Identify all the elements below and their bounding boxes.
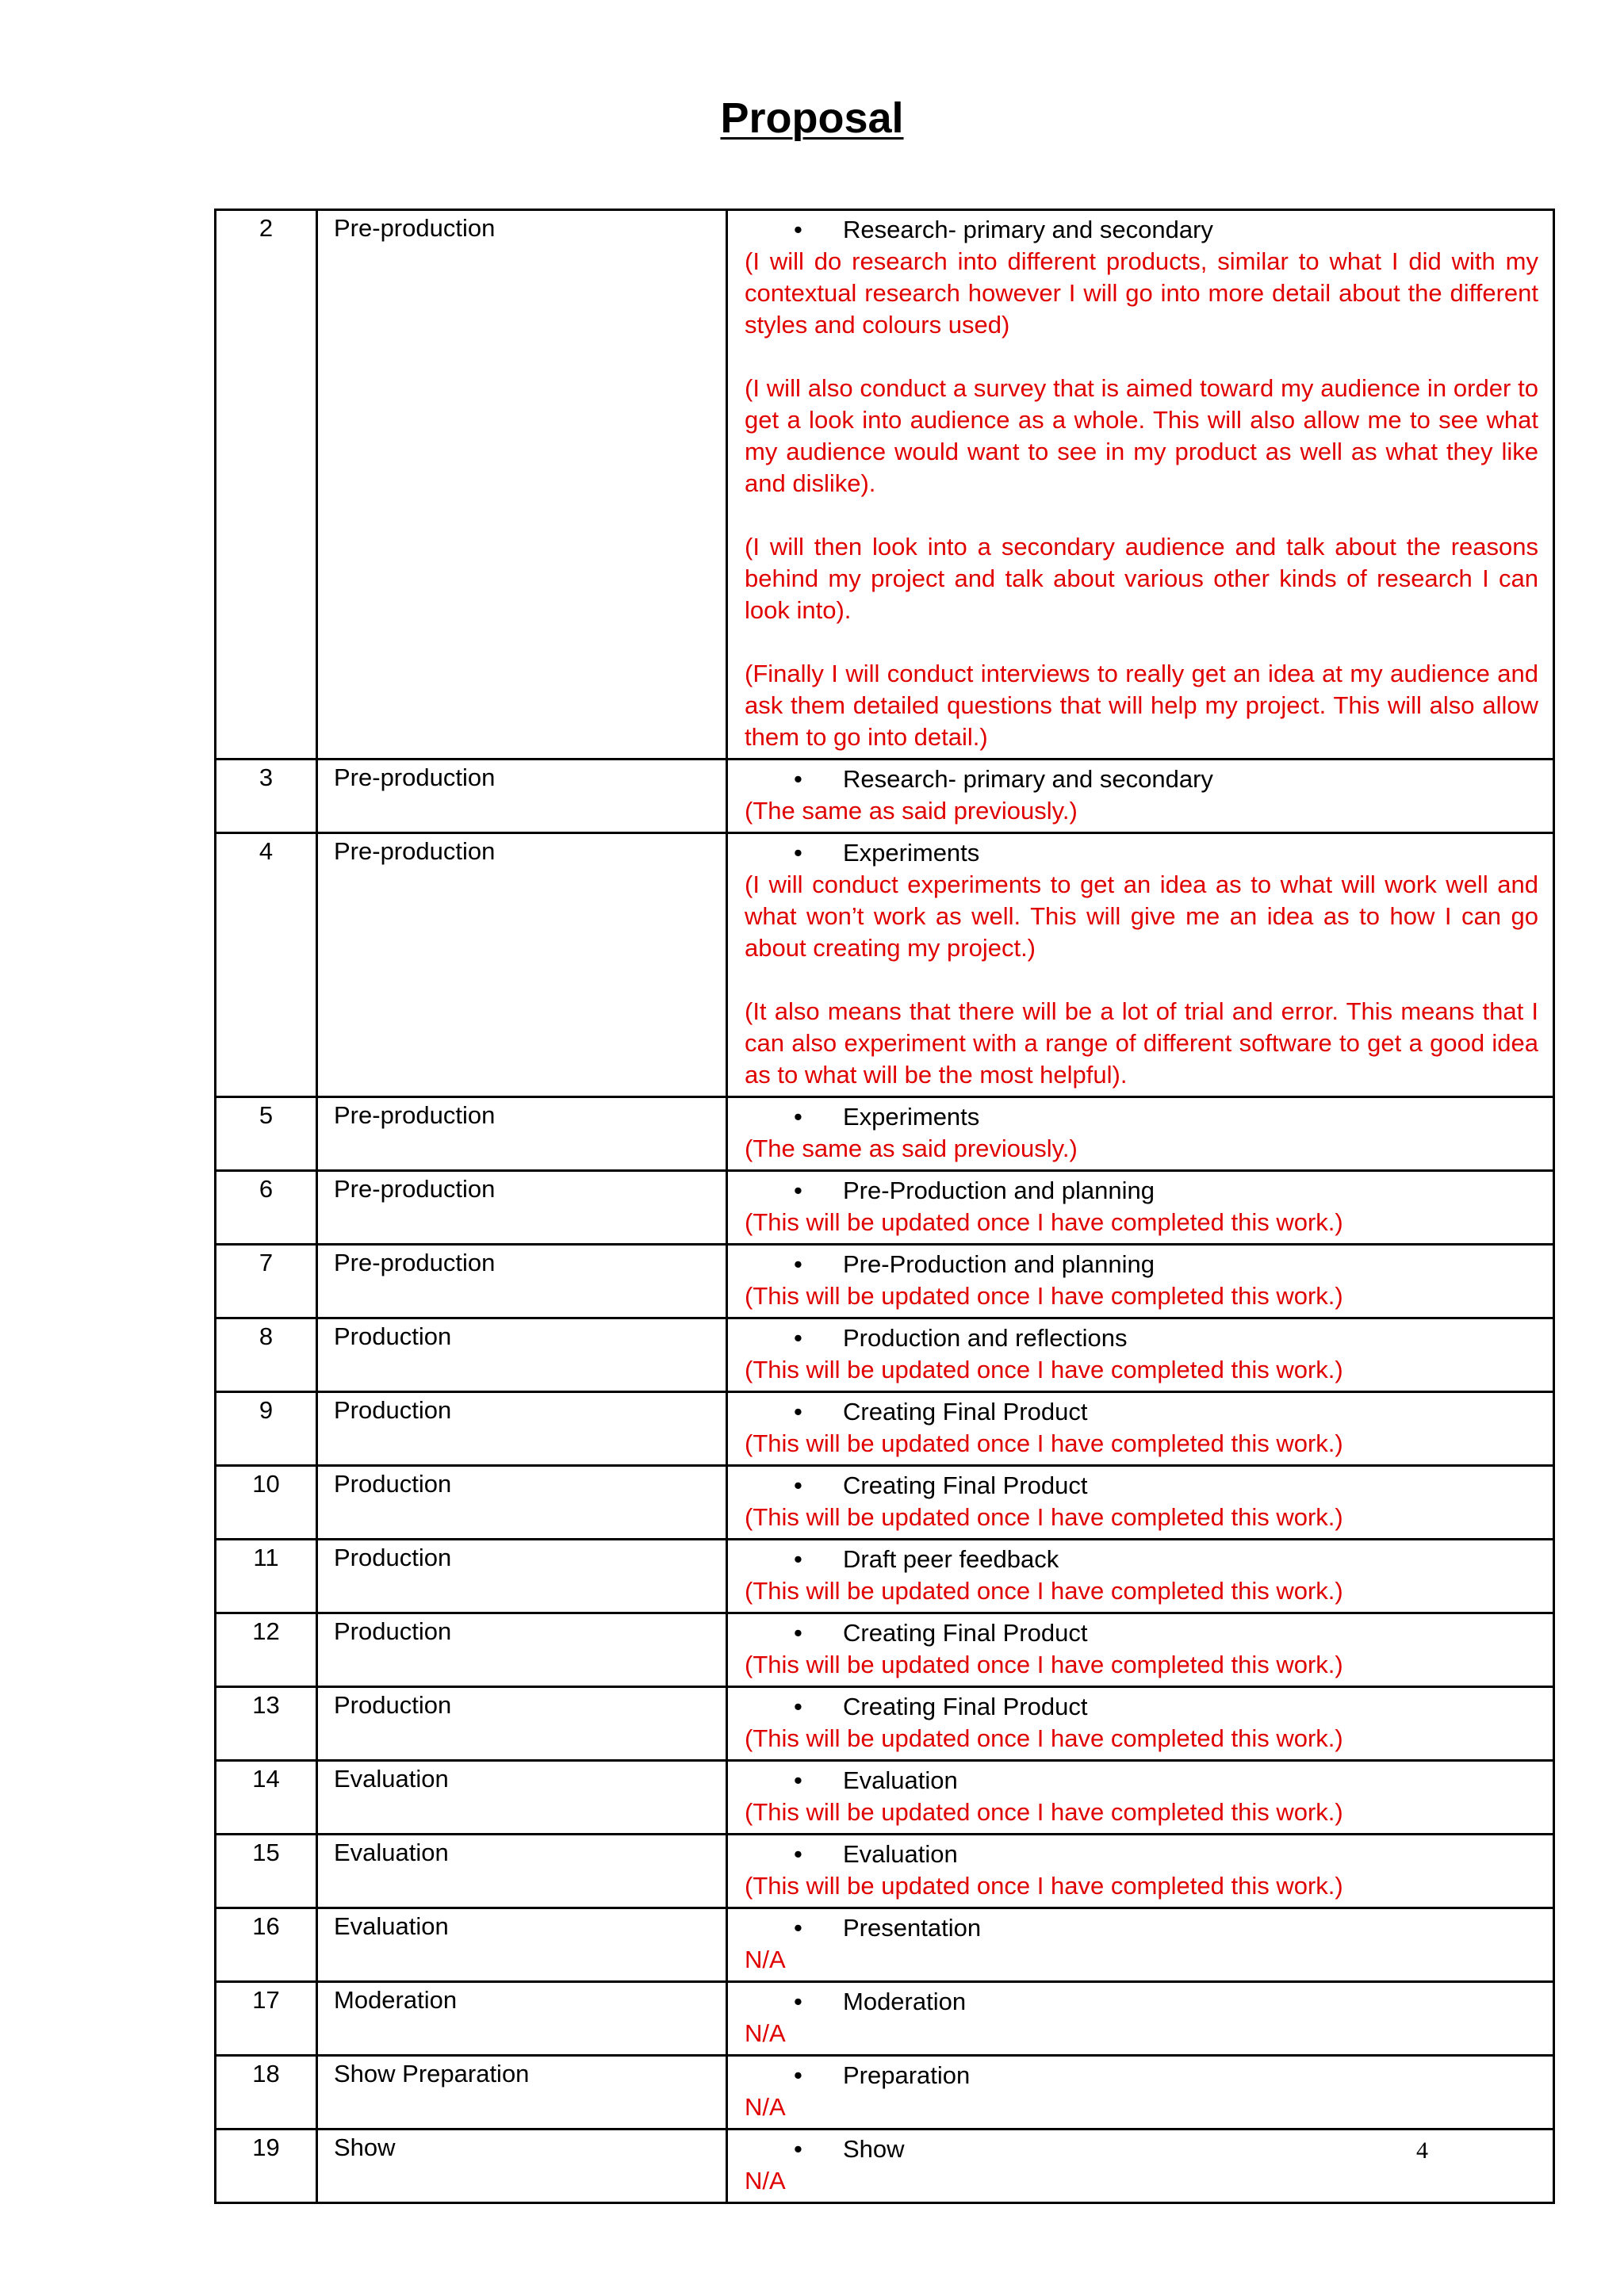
task-bullet (745, 1912, 1538, 1944)
description-cell (727, 1392, 1554, 1466)
task-label: Research- primary and secondary (843, 765, 1213, 793)
task-note: N/A (745, 2019, 786, 2047)
stage-cell: Production (317, 1392, 727, 1466)
stage-cell: Pre-production (317, 210, 727, 760)
table-row (216, 1392, 1554, 1466)
week-number-cell: 4 (216, 833, 317, 1097)
table-row (216, 1613, 1554, 1687)
task-note: (The same as said previously.) (745, 797, 1078, 825)
stage-cell: Pre-production (317, 833, 727, 1097)
page-number: 4 (1416, 2137, 1428, 2164)
table-row (216, 1171, 1554, 1245)
task-note: (This will be updated once I have completed this work.) (745, 1356, 1343, 1383)
description-cell (727, 833, 1554, 1097)
bullet-icon: • (794, 1398, 802, 1425)
task-label: Evaluation (843, 1766, 958, 1794)
table-row (216, 2056, 1554, 2130)
week-number-cell: 18 (216, 2056, 317, 2130)
table-row (216, 1982, 1554, 2056)
task-bullet (745, 2060, 1538, 2091)
task-label: Preparation (843, 2061, 971, 2089)
bullet-icon: • (794, 1914, 802, 1942)
description-cell (727, 1982, 1554, 2056)
stage-cell: Production (317, 1613, 727, 1687)
description-cell (727, 1613, 1554, 1687)
week-number-cell: 19 (216, 2130, 317, 2203)
week-number-cell: 7 (216, 1245, 317, 1318)
stage-cell: Pre-production (317, 1171, 727, 1245)
bullet-icon: • (794, 765, 802, 793)
bullet-icon: • (794, 1840, 802, 1868)
description-cell (727, 2130, 1554, 2203)
bullet-icon: • (794, 1693, 802, 1720)
week-number-cell: 6 (216, 1171, 317, 1245)
task-note: (The same as said previously.) (745, 1135, 1078, 1162)
bullet-icon: • (794, 1250, 802, 1278)
task-bullet (745, 1249, 1538, 1280)
proposal-table-body (216, 210, 1554, 2203)
stage-cell: Pre-production (317, 1097, 727, 1171)
proposal-table (214, 209, 1555, 2204)
task-note: (This will be updated once I have completed this work.) (745, 1429, 1343, 1457)
week-number-cell: 16 (216, 1908, 317, 1982)
task-note: (I will also conduct a survey that is aimed toward my audience in order to get a look into audience as a whole. This will also allow me to see what my audience would want to see in my product as well as what they like and dislike). (745, 374, 1538, 497)
table-row (216, 760, 1554, 833)
task-note: (This will be updated once I have completed this work.) (745, 1798, 1343, 1826)
bullet-icon: • (794, 1177, 802, 1204)
task-note: (This will be updated once I have completed this work.) (745, 1577, 1343, 1605)
bullet-icon: • (794, 216, 802, 243)
description-cell (727, 210, 1554, 760)
bullet-icon: • (794, 1545, 802, 1573)
task-bullet (745, 1396, 1538, 1428)
task-label: Pre-Production and planning (843, 1177, 1155, 1204)
task-note: (Finally I will conduct interviews to really get an idea at my audience and ask them detailed questions that will help my project. This will also allow them to go into detail.) (745, 660, 1538, 751)
week-number-cell: 11 (216, 1540, 317, 1613)
task-note: N/A (745, 2093, 786, 2121)
task-bullet (745, 1691, 1538, 1723)
task-note: (This will be updated once I have completed this work.) (745, 1503, 1343, 1531)
table-row (216, 1245, 1554, 1318)
stage-cell: Pre-production (317, 1245, 727, 1318)
task-bullet (745, 1839, 1538, 1870)
week-number-cell: 10 (216, 1466, 317, 1540)
task-bullet (745, 1986, 1538, 2018)
week-number-cell: 17 (216, 1982, 317, 2056)
task-label: Presentation (843, 1914, 982, 1942)
task-bullet (745, 1101, 1538, 1133)
table-row (216, 1908, 1554, 1982)
week-number-cell: 3 (216, 760, 317, 833)
task-note: (This will be updated once I have completed this work.) (745, 1208, 1343, 1236)
task-bullet (745, 837, 1538, 869)
task-note: (I will conduct experiments to get an idea as to what will work well and what won’t work as well. This will give me an idea as to how I can go about creating my project.) (745, 871, 1538, 962)
task-note: (This will be updated once I have completed this work.) (745, 1724, 1343, 1752)
description-cell (727, 1835, 1554, 1908)
task-note: N/A (745, 1946, 786, 1973)
stage-cell: Moderation (317, 1982, 727, 2056)
description-cell (727, 760, 1554, 833)
table-row (216, 1687, 1554, 1761)
task-label: Show (843, 2135, 905, 2163)
task-label: Creating Final Product (843, 1471, 1088, 1499)
task-label: Creating Final Product (843, 1693, 1088, 1720)
task-bullet (745, 1765, 1538, 1797)
task-note: (This will be updated once I have completed this work.) (745, 1872, 1343, 1900)
task-bullet (745, 1470, 1538, 1502)
week-number-cell: 5 (216, 1097, 317, 1171)
task-note: (This will be updated once I have completed this work.) (745, 1651, 1343, 1678)
stage-cell: Production (317, 1540, 727, 1613)
week-number-cell: 12 (216, 1613, 317, 1687)
task-label: Draft peer feedback (843, 1545, 1059, 1573)
bullet-icon: • (794, 1324, 802, 1352)
stage-cell: Evaluation (317, 1761, 727, 1835)
table-row (216, 1466, 1554, 1540)
table-row (216, 1761, 1554, 1835)
task-label: Creating Final Product (843, 1398, 1088, 1425)
description-cell (727, 2056, 1554, 2130)
task-label: Moderation (843, 1988, 967, 2015)
week-number-cell: 15 (216, 1835, 317, 1908)
week-number-cell: 13 (216, 1687, 317, 1761)
task-bullet (745, 1617, 1538, 1649)
description-cell (727, 1908, 1554, 1982)
week-number-cell: 9 (216, 1392, 317, 1466)
table-row (216, 833, 1554, 1097)
description-cell (727, 1171, 1554, 1245)
stage-cell: Production (317, 1318, 727, 1392)
stage-cell: Evaluation (317, 1835, 727, 1908)
task-label: Evaluation (843, 1840, 958, 1868)
bullet-icon: • (794, 839, 802, 867)
task-label: Creating Final Product (843, 1619, 1088, 1647)
description-cell (727, 1245, 1554, 1318)
stage-cell: Pre-production (317, 760, 727, 833)
task-bullet (745, 1175, 1538, 1207)
stage-cell: Evaluation (317, 1908, 727, 1982)
description-cell (727, 1687, 1554, 1761)
table-row (216, 1540, 1554, 1613)
description-cell (727, 1761, 1554, 1835)
task-bullet (745, 1544, 1538, 1575)
task-bullet (745, 214, 1538, 246)
bullet-icon: • (794, 1619, 802, 1647)
bullet-icon: • (794, 1103, 802, 1131)
table-row (216, 2130, 1554, 2203)
bullet-icon: • (794, 1471, 802, 1499)
table-row (216, 1835, 1554, 1908)
bullet-icon: • (794, 1988, 802, 2015)
task-label: Research- primary and secondary (843, 216, 1213, 243)
description-cell (727, 1318, 1554, 1392)
table-row (216, 210, 1554, 760)
bullet-icon: • (794, 1766, 802, 1794)
task-note: (It also means that there will be a lot of trial and error. This means that I can also experiment with a range of different software to get a good idea as to what will be the most helpful). (745, 997, 1538, 1089)
stage-cell: Production (317, 1687, 727, 1761)
task-label: Production and reflections (843, 1324, 1128, 1352)
bullet-icon: • (794, 2061, 802, 2089)
description-cell (727, 1540, 1554, 1613)
week-number-cell: 8 (216, 1318, 317, 1392)
task-label: Experiments (843, 1103, 980, 1131)
description-cell (727, 1097, 1554, 1171)
stage-cell: Production (317, 1466, 727, 1540)
table-row (216, 1097, 1554, 1171)
task-note: (I will then look into a secondary audience and talk about the reasons behind my project and talk about various other kinds of research I can look into). (745, 533, 1538, 624)
week-number-cell: 2 (216, 210, 317, 760)
bullet-icon: • (794, 2135, 802, 2163)
description-cell (727, 1466, 1554, 1540)
task-bullet (745, 1322, 1538, 1354)
task-note: (I will do research into different products, similar to what I did with my contextual research however I will go into more detail about the different styles and colours used) (745, 247, 1538, 339)
task-note: N/A (745, 2167, 786, 2195)
task-label: Experiments (843, 839, 980, 867)
table-row (216, 1318, 1554, 1392)
stage-cell: Show (317, 2130, 727, 2203)
task-note: (This will be updated once I have completed this work.) (745, 1282, 1343, 1310)
task-label: Pre-Production and planning (843, 1250, 1155, 1278)
stage-cell: Show Preparation (317, 2056, 727, 2130)
week-number-cell: 14 (216, 1761, 317, 1835)
page-title: Proposal (720, 94, 904, 142)
task-bullet (745, 763, 1538, 795)
